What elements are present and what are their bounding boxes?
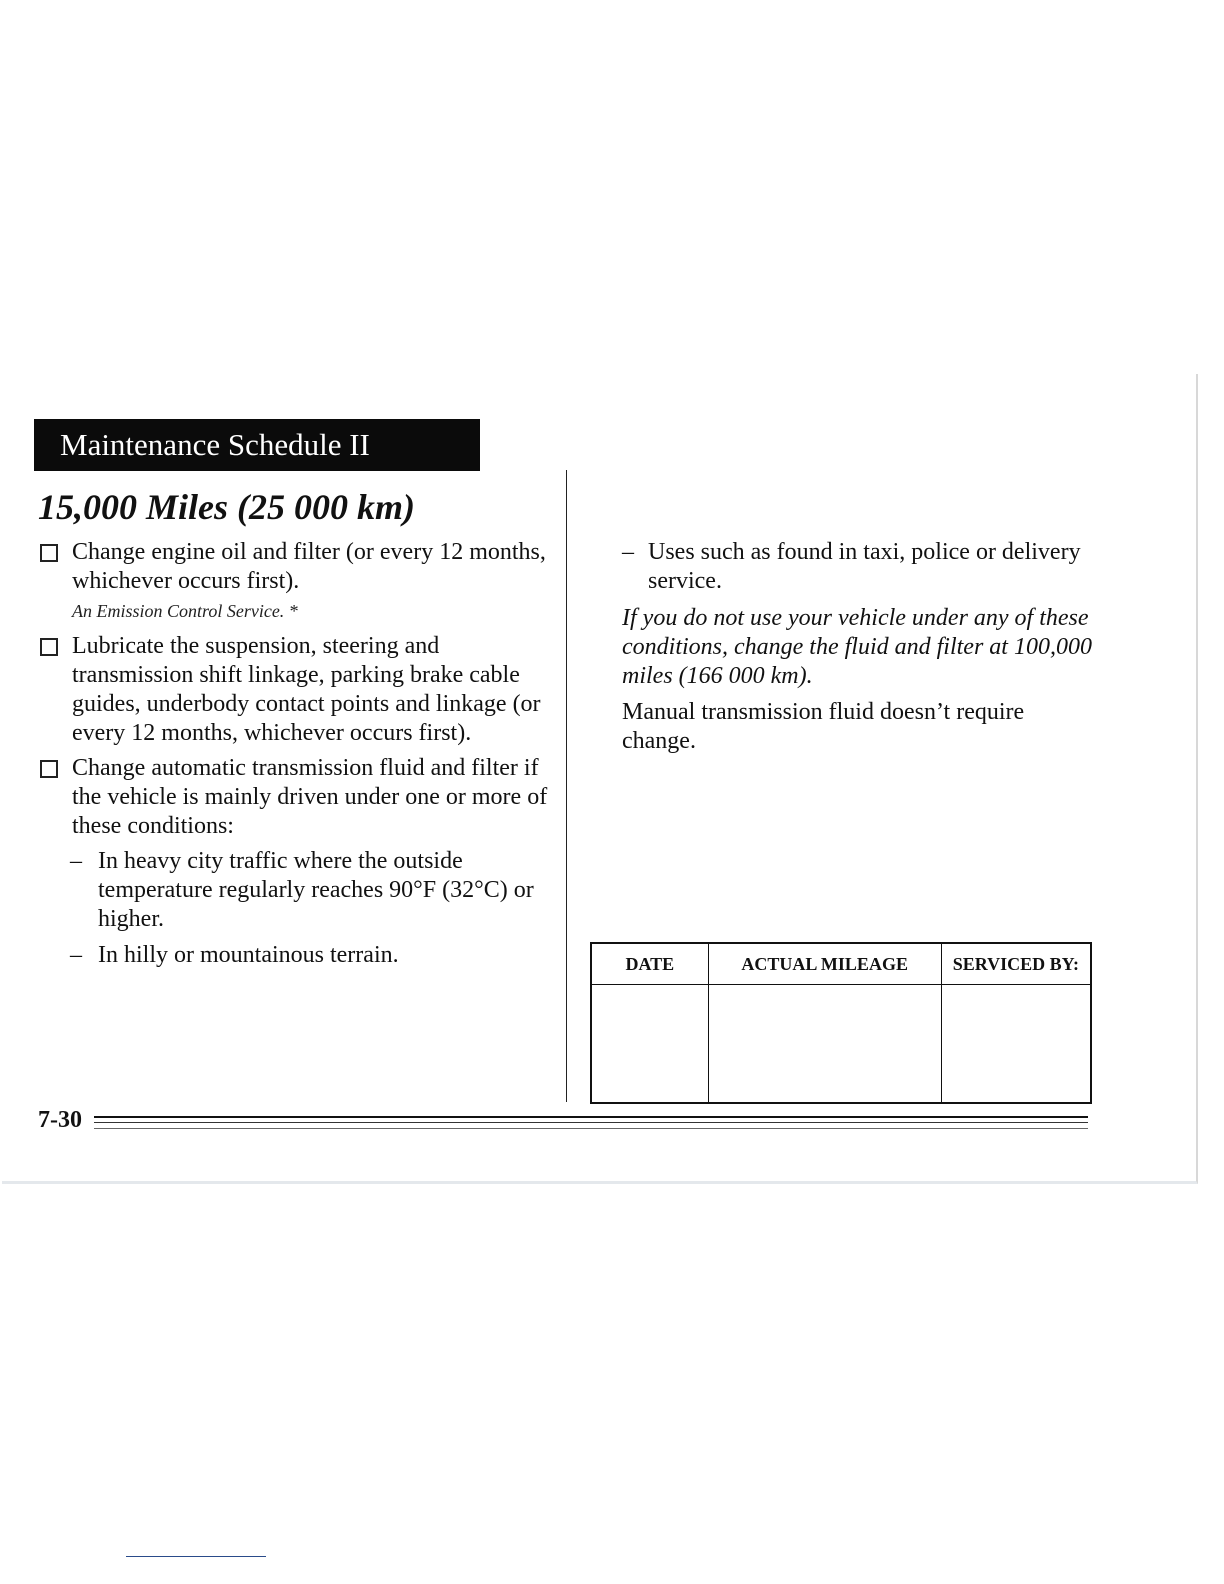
bottom-mark	[126, 1556, 266, 1557]
section-heading: 15,000 Miles (25 000 km)	[38, 487, 415, 527]
condition-item	[622, 538, 1100, 596]
item-text: Change engine oil and filter (or every 12 months, whichever occurs first).	[72, 539, 546, 594]
date-column-header: DATE	[591, 943, 708, 985]
footer-rule	[94, 1116, 1088, 1118]
checklist-item	[38, 538, 548, 626]
page-number: 7-30	[38, 1107, 82, 1133]
checkbox-icon[interactable]	[40, 544, 58, 562]
condition-item	[38, 847, 548, 934]
dash-bullet: –	[70, 848, 82, 874]
emission-note: An Emission Control Service. *	[72, 601, 298, 621]
item-text: Lubricate the suspension, steering and transmission shift linkage, parking brake cable guides, underbody contact points and linkage (or every 12 months, whichever occurs first).	[72, 633, 541, 746]
mileage-entry-cell[interactable]	[708, 985, 941, 1104]
condition-text: In heavy city traffic where the outside temperature regularly reaches 90°F (32°C) or higher.	[98, 848, 534, 932]
manual-transmission-note: Manual transmission fluid doesn’t require change.	[622, 699, 1025, 754]
item-text: Change automatic transmission fluid and filter if the vehicle is mainly driven under one or more of these conditions:	[72, 755, 548, 839]
schedule-banner: Maintenance Schedule II	[34, 419, 480, 471]
service-log-entry-row	[591, 985, 1091, 1104]
footer-rule	[94, 1128, 1088, 1129]
dash-bullet: –	[622, 539, 634, 565]
column-divider	[566, 470, 567, 1102]
checklist-item	[38, 632, 548, 748]
service-log-header-row	[591, 943, 1091, 985]
mileage-column-header: ACTUAL MILEAGE	[708, 943, 941, 985]
condition-item	[38, 941, 548, 970]
left-column	[38, 538, 548, 977]
checklist-item	[38, 754, 548, 841]
date-entry-cell[interactable]	[591, 985, 708, 1104]
service-log-table	[590, 942, 1092, 1104]
footer-rule	[94, 1122, 1088, 1123]
checkbox-icon[interactable]	[40, 760, 58, 778]
condition-text: In hilly or mountainous terrain.	[98, 942, 399, 968]
right-column	[622, 538, 1100, 763]
checkbox-icon[interactable]	[40, 638, 58, 656]
serviced-by-entry-cell[interactable]	[941, 985, 1091, 1104]
serviced-by-column-header: SERVICED BY:	[941, 943, 1091, 985]
condition-text: Uses such as found in taxi, police or delivery service.	[648, 539, 1081, 594]
dash-bullet: –	[70, 942, 82, 968]
fluid-interval-note: If you do not use your vehicle under any of these conditions, change the fluid and filter at 100,000 miles (166 000 km).	[622, 605, 1092, 689]
